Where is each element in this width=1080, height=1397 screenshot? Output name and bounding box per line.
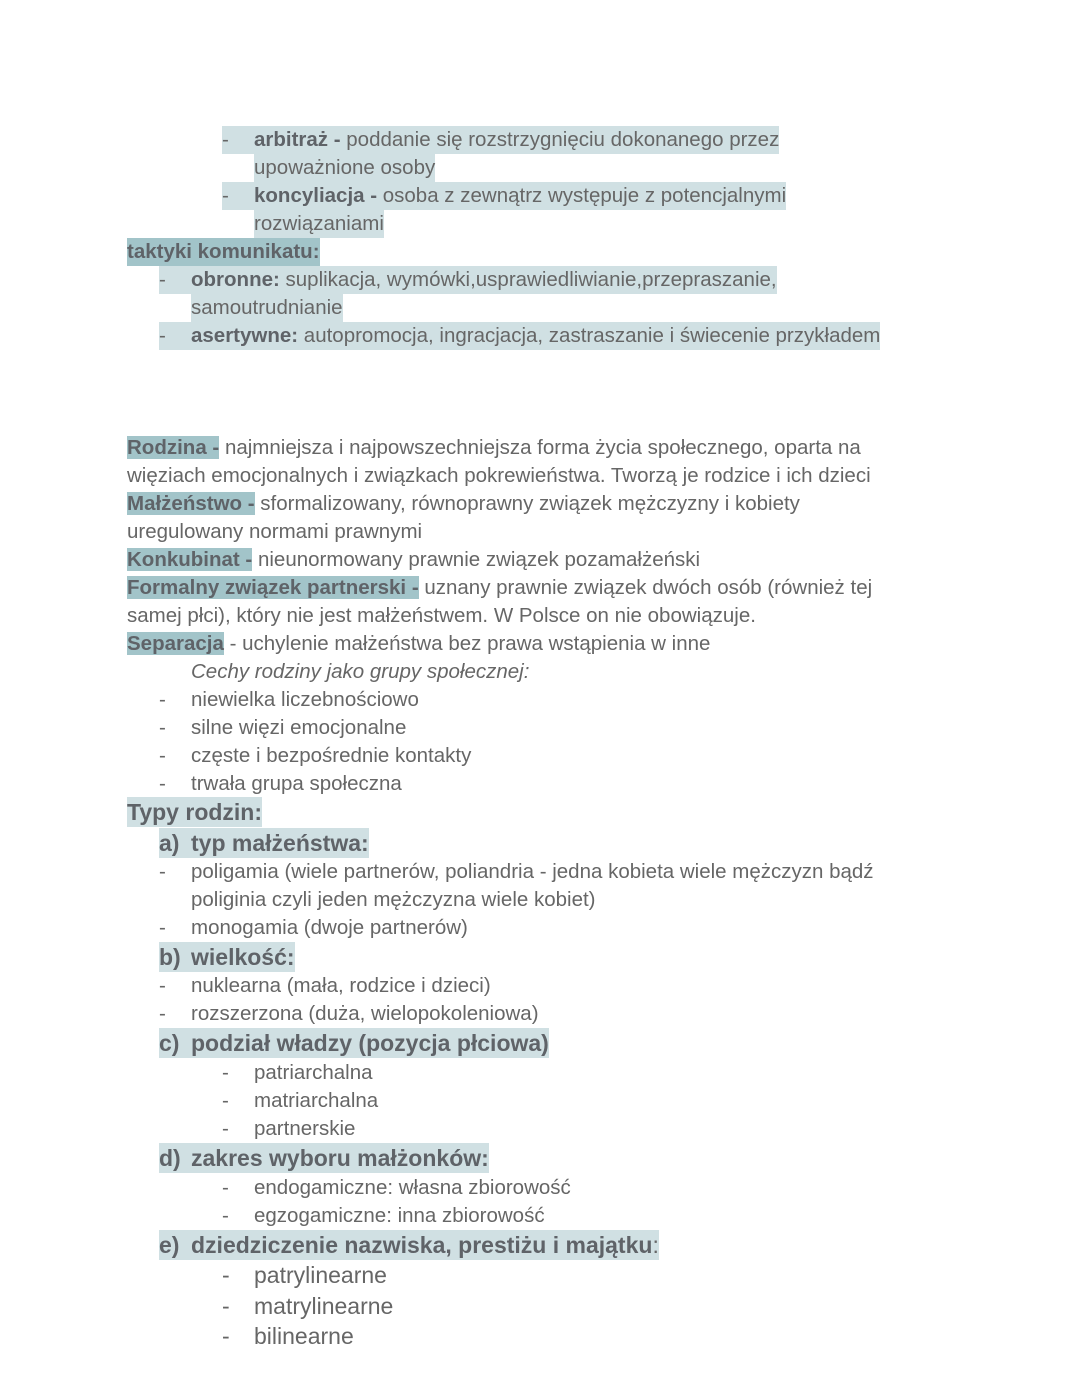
type-text: partnerskie (254, 1117, 356, 1140)
term: Formalny związek partnerski - (127, 576, 419, 599)
type-item (222, 1059, 373, 1087)
feature-item (159, 686, 419, 714)
type-item (222, 1115, 355, 1143)
type-text: monogamia (dwoje partnerów) (191, 916, 468, 939)
bullet-dash: - (222, 128, 229, 151)
definition-zwiazek-partnerski (127, 574, 872, 602)
type-item (222, 1174, 571, 1202)
term: koncyliacja - (254, 184, 378, 207)
definition: - uchylenie małżeństwa bez prawa wstąpienia w inne (223, 632, 711, 655)
features-heading: Cechy rodziny jako grupy społecznej: (191, 660, 530, 683)
bullet-dash: - (159, 324, 166, 347)
type-text: patrylinearne (254, 1262, 387, 1288)
list-item-continuation: rozwiązaniami (254, 210, 384, 238)
tactic-obronne (159, 266, 777, 294)
type-text: egzogamiczne: inna zbiorowość (254, 1204, 545, 1227)
type-item-continuation: poliginia czyli jeden mężczyzna wiele kobiet) (191, 888, 596, 911)
colon: : (652, 1232, 659, 1258)
bullet-dash: - (159, 744, 166, 767)
type-item (222, 1321, 354, 1351)
definition: poddanie się rozstrzygnięciu dokonanego przez (340, 128, 780, 151)
definition-continuation: samej płci), który nie jest małżeństwem. W Polsce on nie obowiązuje. (127, 604, 756, 627)
type-a-heading (159, 828, 369, 858)
type-item (159, 1000, 539, 1028)
type-text: poligamia (wiele partnerów, poliandria - jedna kobieta wiele mężczyzn bądź (191, 860, 874, 883)
definition: nieunormowany prawnie związek pozamałżeński (252, 548, 701, 571)
type-title: dziedziczenie nazwiska, prestiżu i majątku (191, 1232, 653, 1258)
term: arbitraż - (254, 128, 341, 151)
bullet-dash: - (159, 916, 166, 939)
definition-continuation: więziach emocjonalnych i związkach pokrewieństwa. Tworzą je rodzice i ich dzieci (127, 464, 871, 487)
bullet-dash: - (222, 184, 229, 207)
type-label: b) (159, 944, 181, 970)
feature-text: częste i bezpośrednie kontakty (191, 744, 472, 767)
feature-item (159, 770, 402, 798)
type-text: matrylinearne (254, 1293, 394, 1319)
feature-item (159, 742, 471, 770)
type-item (159, 858, 874, 886)
bullet-dash: - (222, 1061, 229, 1084)
type-c-heading (159, 1028, 549, 1058)
feature-text: niewielka liczebnościowo (191, 688, 419, 711)
type-b-heading (159, 942, 295, 972)
bullet-dash: - (159, 268, 166, 291)
definition: osoba z zewnątrz występuje z potencjalnymi (377, 184, 787, 207)
bullet-dash: - (159, 772, 166, 795)
bullet-dash: - (159, 860, 166, 883)
feature-item (159, 714, 406, 742)
bullet-dash: - (159, 716, 166, 739)
definition: autopromocja, ingracjacja, zastraszanie i świecenie przykładem (298, 324, 881, 347)
type-title: podział władzy (pozycja płciowa) (191, 1030, 549, 1056)
bullet-dash: - (222, 1117, 229, 1140)
feature-text: silne więzi emocjonalne (191, 716, 407, 739)
type-label: c) (159, 1030, 180, 1056)
term: Rodzina - (127, 436, 220, 459)
type-text: rozszerzona (duża, wielopokoleniowa) (191, 1002, 539, 1025)
feature-text: trwała grupa społeczna (191, 772, 402, 795)
bullet-dash: - (159, 1002, 166, 1025)
definition-rodzina (127, 434, 861, 462)
bullet-dash: - (222, 1089, 229, 1112)
term: obronne: (191, 268, 280, 291)
bullet-dash: - (222, 1204, 229, 1227)
term: Małżeństwo - (127, 492, 255, 515)
tactics-heading: taktyki komunikatu: (127, 238, 320, 266)
list-item-koncyliacja (222, 182, 786, 210)
definition: najmniejsza i najpowszechniejsza forma życia społecznego, oparta na (219, 436, 861, 459)
term: Konkubinat - (127, 548, 253, 571)
type-title: wielkość: (191, 944, 295, 970)
type-d-heading (159, 1143, 489, 1173)
definition: sformalizowany, równoprawny związek mężczyzny i kobiety (254, 492, 800, 515)
bullet-dash: - (222, 1176, 229, 1199)
type-item (159, 972, 491, 1000)
term: asertywne: (191, 324, 299, 347)
bullet-dash: - (159, 974, 166, 997)
type-item (222, 1291, 393, 1321)
definition: uznany prawnie związek dwóch osób (również tej (418, 576, 873, 599)
bullet-dash: - (222, 1262, 230, 1288)
type-label: a) (159, 830, 180, 856)
tactic-asertywne (159, 322, 880, 350)
type-text: nuklearna (mała, rodzice i dzieci) (191, 974, 491, 997)
type-title: zakres wyboru małżonków: (191, 1145, 489, 1171)
definition-konkubinat (127, 546, 700, 574)
definition-continuation: uregulowany normami prawnymi (127, 520, 423, 543)
term: Separacja (127, 632, 224, 655)
type-text: patriarchalna (254, 1061, 373, 1084)
list-item-continuation: upoważnione osoby (254, 154, 435, 182)
bullet-dash: - (222, 1323, 230, 1349)
type-item (159, 914, 468, 942)
type-label: e) (159, 1232, 180, 1258)
definition-malzenstwo (127, 490, 800, 518)
type-label: d) (159, 1145, 181, 1171)
tactic-continuation: samoutrudnianie (191, 294, 343, 322)
type-text: endogamiczne: własna zbiorowość (254, 1176, 571, 1199)
list-item-arbitraz (222, 126, 779, 154)
type-e-heading (159, 1230, 659, 1260)
definition-separacja (127, 630, 710, 658)
types-heading: Typy rodzin: (127, 799, 263, 825)
type-title: typ małżeństwa: (191, 830, 369, 856)
type-item (222, 1087, 378, 1115)
type-text: bilinearne (254, 1323, 354, 1349)
bullet-dash: - (222, 1293, 230, 1319)
type-item (222, 1260, 387, 1290)
definition: suplikacja, wymówki,usprawiedliwianie,przepraszanie, (279, 268, 777, 291)
bullet-dash: - (159, 688, 166, 711)
type-item (222, 1202, 545, 1230)
type-text: matriarchalna (254, 1089, 379, 1112)
